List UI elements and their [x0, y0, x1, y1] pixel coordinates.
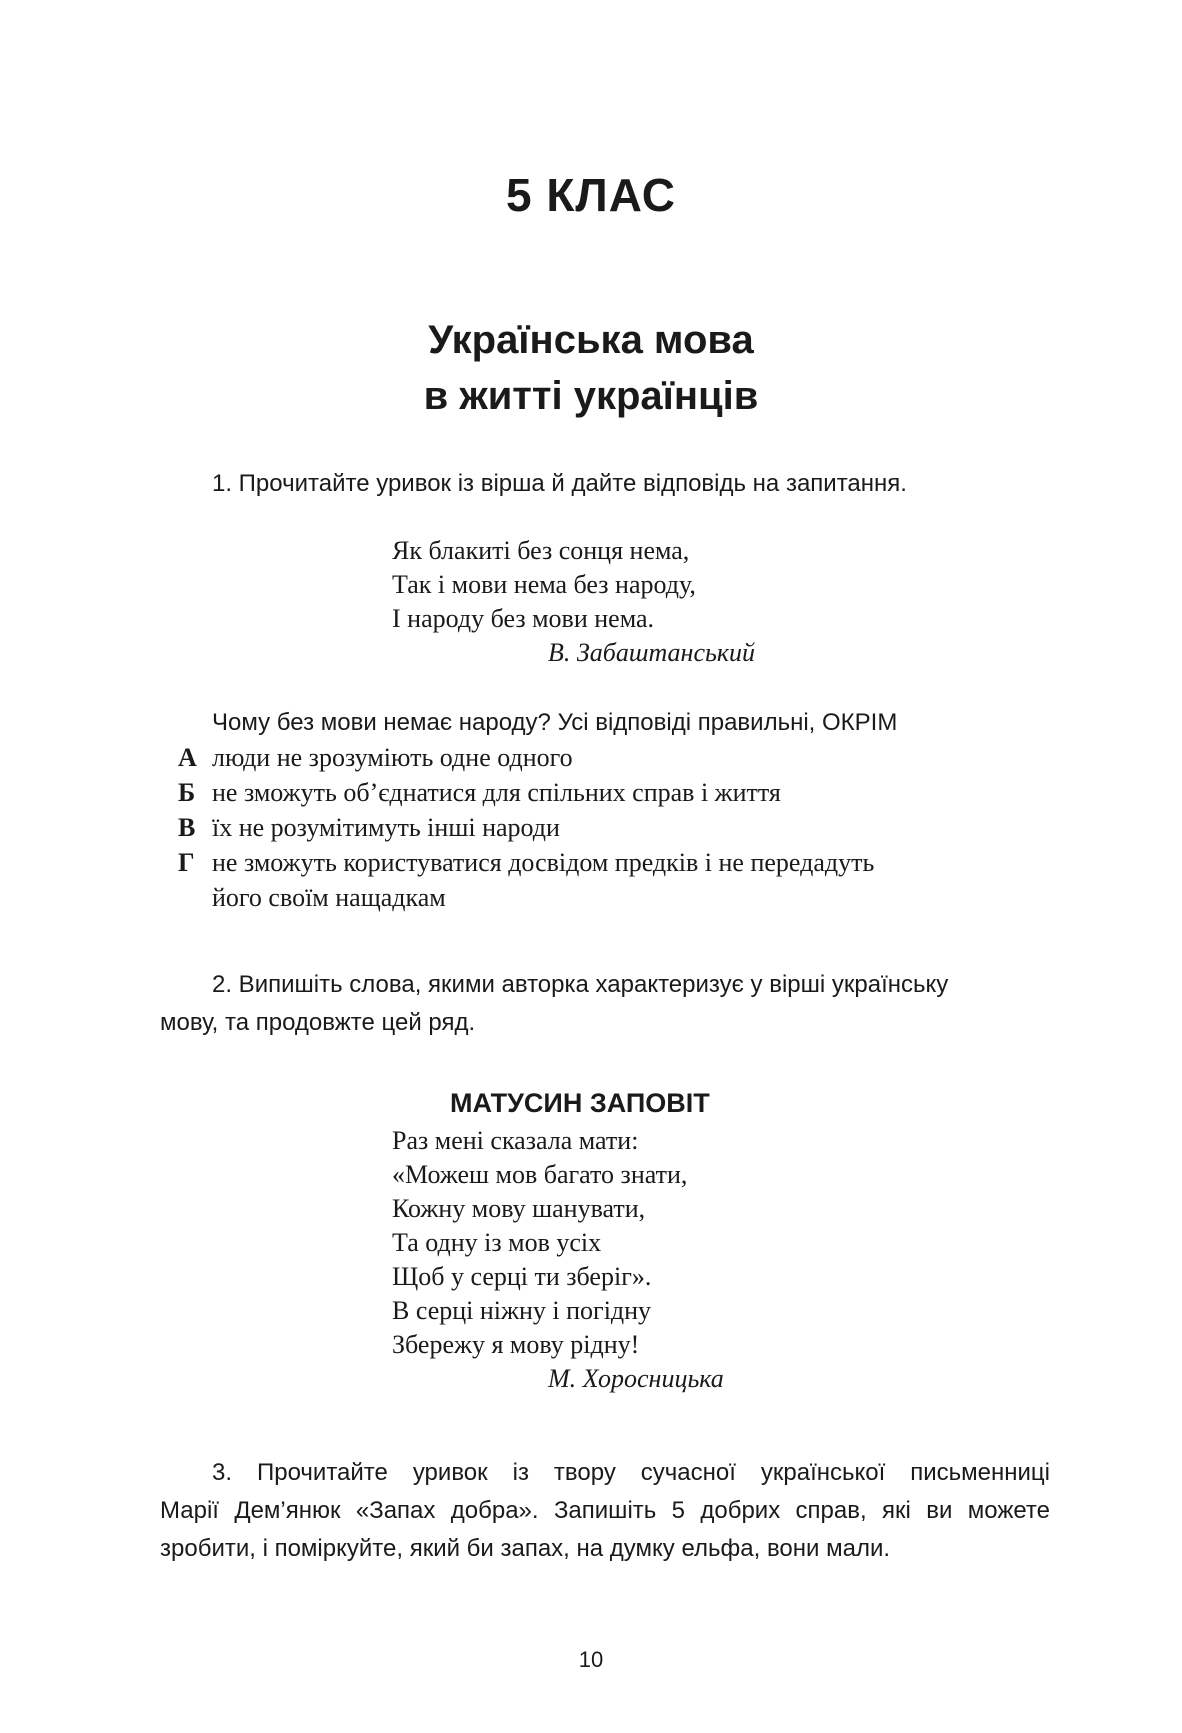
- task2-text-line-2: мову, та продовжте цей ряд.: [160, 1009, 476, 1036]
- poem-line: В серці ніжну і погідну: [392, 1296, 652, 1325]
- poem-line: «Можеш мов багато знати,: [392, 1160, 688, 1189]
- option-text: не зможуть користуватися досвідом предків і не передадуть: [212, 848, 875, 877]
- option-letter: А: [178, 743, 197, 772]
- option-text: не зможуть об’єднатися для спільних справ і життя: [212, 778, 781, 807]
- poem-line: Кожну мову шанувати,: [392, 1194, 646, 1223]
- task3-text-line-3: зробити, і поміркуйте, який би запах, на думку ельфа, вони мали.: [160, 1535, 891, 1562]
- task1-prompt: 1. Прочитайте уривок із вірша й дайте відповідь на запитання.: [212, 470, 907, 497]
- poem-line: Та одну із мов усіх: [392, 1228, 602, 1257]
- option-letter: В: [178, 813, 196, 842]
- poem-line: Як блакиті без сонця нема,: [392, 536, 690, 565]
- poem-line: Збережу я мову рідну!: [392, 1330, 640, 1359]
- option-letter: Б: [178, 778, 196, 807]
- task1-question: Чому без мови немає народу? Усі відповіді правильні, ОКРІМ: [212, 709, 898, 736]
- task3-text-line-2: Марії Дем’янюк «Запах добра». Запишіть 5 добрих справ, які ви можете: [160, 1497, 1050, 1524]
- poem-author: В. Забаштанський: [548, 638, 755, 667]
- poem-line: Раз мені сказала мати:: [392, 1126, 639, 1155]
- task2-text: [160, 966, 1050, 1042]
- section-title-line-2: в житті українців: [423, 374, 759, 418]
- task3-text-line-1: 3. Прочитайте уривок із твору сучасної української письменниці: [212, 1459, 1050, 1486]
- option-text: люди не зрозуміють одне одного: [212, 743, 573, 772]
- page-title: 5 КЛАС: [505, 169, 676, 221]
- option-letter: Г: [178, 848, 195, 877]
- task2-poem: [392, 1124, 724, 1396]
- poem-line: Так і мови нема без народу,: [392, 570, 696, 599]
- poem-title: МАТУСИН ЗАПОВІТ: [450, 1088, 710, 1118]
- page-number: 10: [578, 1647, 604, 1672]
- poem-line: І народу без мови нема.: [392, 604, 655, 633]
- option-text: їх не розумітимуть інші народи: [212, 813, 560, 842]
- option-text-continuation: його своїм нащадкам: [212, 883, 446, 912]
- answer-options: [178, 740, 874, 915]
- poem-line: Щоб у серці ти зберіг».: [392, 1262, 652, 1291]
- answer-option-b: [178, 775, 874, 810]
- answer-option-a: [178, 740, 874, 775]
- poem-author: М. Хоросницька: [548, 1364, 724, 1393]
- task1-poem: [392, 534, 755, 670]
- task2-text-line-1: 2. Випишіть слова, якими авторка характеризує у вірші українську: [212, 971, 949, 998]
- task3-text: [160, 1454, 1050, 1568]
- section-title-line-1: Українська мова: [428, 318, 754, 362]
- answer-option-d: [178, 845, 874, 880]
- answer-option-c: [178, 810, 874, 845]
- section-title: [0, 312, 1182, 424]
